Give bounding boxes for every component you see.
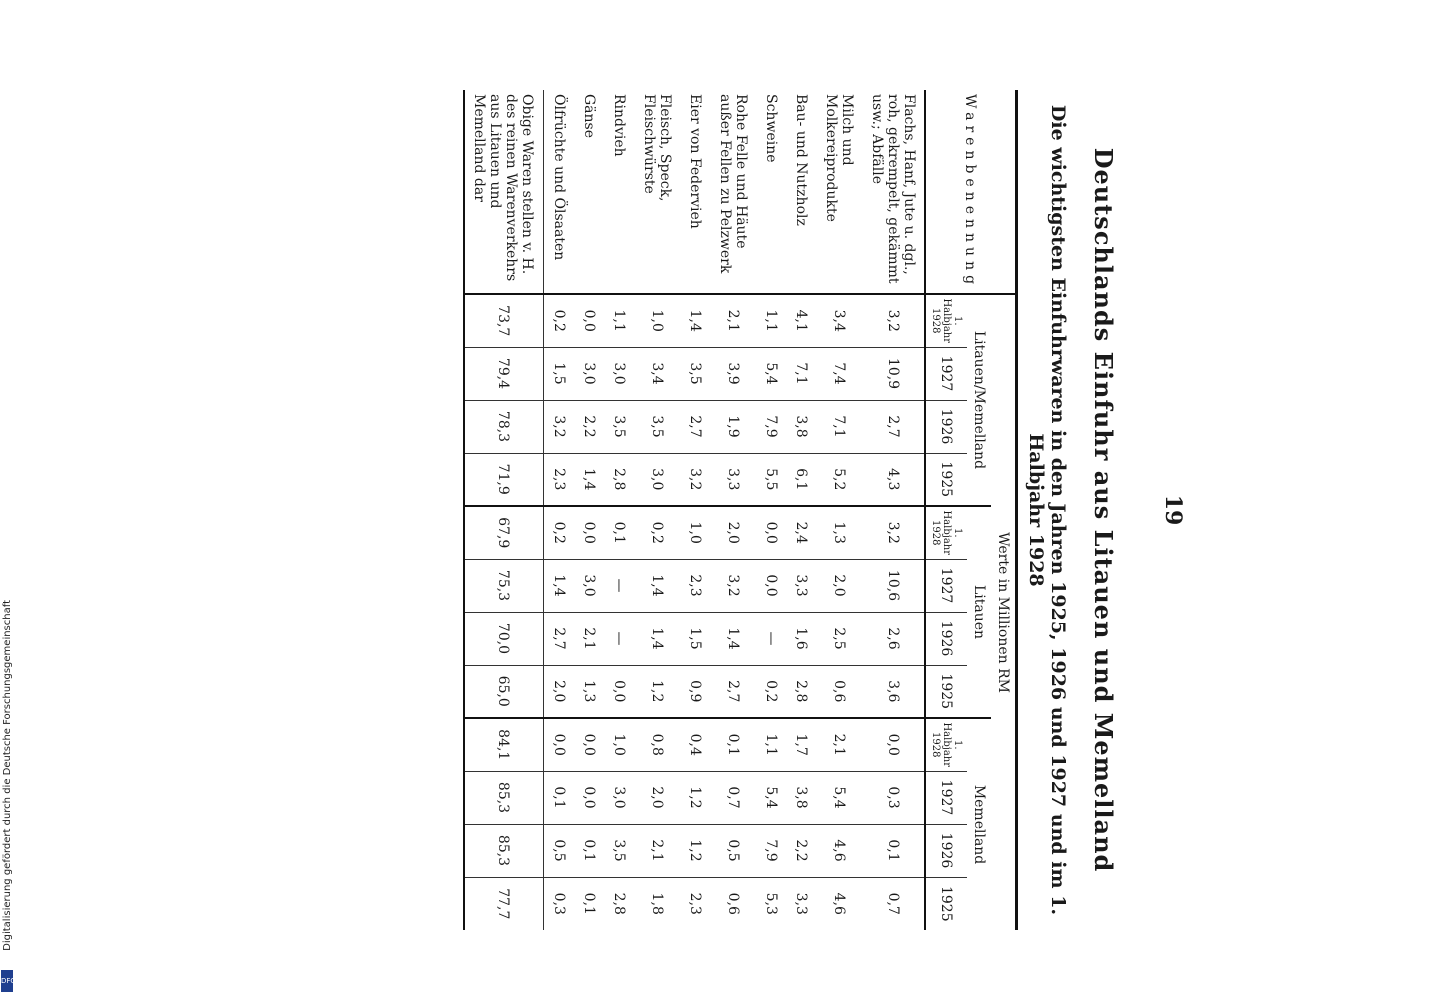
value-cell: 1,4 — [710, 612, 756, 665]
value-cell: 0,6 — [816, 665, 862, 718]
value-cell: 85,3 — [464, 771, 544, 824]
value-cell: 2,7 — [710, 665, 756, 718]
value-cell: 0,7 — [862, 877, 925, 930]
value-cell: 1,4 — [544, 559, 575, 612]
period-header: 1927 — [925, 559, 967, 612]
row-label: Rohe Felle und Häute außer Fellen zu Pelzwerk — [717, 94, 749, 274]
value-cell: 2,0 — [634, 771, 680, 824]
value-cell: 73,7 — [464, 294, 544, 347]
value-cell: 0,7 — [710, 771, 756, 824]
value-cell: 3,2 — [544, 400, 575, 453]
value-cell: 10,9 — [862, 347, 925, 400]
value-cell: 7,4 — [816, 347, 862, 400]
value-cell: 2,7 — [544, 612, 575, 665]
value-cell: 3,3 — [710, 453, 756, 506]
group-header-litauen: Litauen — [967, 506, 991, 718]
period-header: 1925 — [925, 453, 967, 506]
value-cell: 0,3 — [544, 877, 575, 930]
value-cell: 5,4 — [756, 771, 786, 824]
value-cell: 0,8 — [634, 718, 680, 771]
value-cell: 1,0 — [680, 506, 710, 559]
value-cell: 0,1 — [574, 877, 604, 930]
row-label: Milch und Molkereiprodukte — [823, 94, 855, 222]
value-cell: 5,3 — [756, 877, 786, 930]
value-cell: 4,6 — [816, 877, 862, 930]
value-cell: 3,2 — [710, 559, 756, 612]
period-header: 1927 — [925, 771, 967, 824]
period-header: 1. Halbjahr 1928 — [925, 718, 967, 771]
value-cell: 85,3 — [464, 824, 544, 877]
value-cell: 84,1 — [464, 718, 544, 771]
value-cell: 1,1 — [756, 718, 786, 771]
value-cell: 0,0 — [574, 718, 604, 771]
value-cell: 2,6 — [862, 612, 925, 665]
value-cell: 1,4 — [680, 294, 710, 347]
value-cell: 3,6 — [862, 665, 925, 718]
value-cell: 2,8 — [604, 877, 634, 930]
value-cell: 2,1 — [574, 612, 604, 665]
table-row — [756, 90, 786, 930]
value-cell: 3,0 — [574, 347, 604, 400]
value-cell: 7,9 — [756, 400, 786, 453]
row-label: Rindvieh — [611, 94, 627, 157]
group-header-memelland: Memelland — [967, 718, 991, 930]
value-cell: 0,1 — [862, 824, 925, 877]
value-cell: 5,5 — [756, 453, 786, 506]
value-cell: 1,3 — [816, 506, 862, 559]
value-cell: 2,8 — [786, 665, 816, 718]
value-cell: 1,4 — [634, 612, 680, 665]
page-title: Deutschlands Einfuhr aus Litauen und Memelland — [1089, 147, 1118, 873]
row-label: Obige Waren stellen v. H. des reinen Warenverkehrs aus Litauen und Memelland dar — [464, 90, 544, 294]
value-cell: 0,0 — [604, 665, 634, 718]
value-cell: 1,8 — [634, 877, 680, 930]
value-cell: 0,9 — [680, 665, 710, 718]
value-cell: 3,3 — [786, 877, 816, 930]
value-cell: 1,7 — [786, 718, 816, 771]
value-cell: 0,0 — [574, 294, 604, 347]
value-cell: 0,2 — [544, 506, 575, 559]
row-label: Fleisch, Speck, Fleischwürste — [641, 94, 673, 202]
value-cell: 3,4 — [634, 347, 680, 400]
value-cell: 3,8 — [786, 771, 816, 824]
value-cell: 7,9 — [756, 824, 786, 877]
value-cell: 2,7 — [862, 400, 925, 453]
value-cell: — — [604, 612, 634, 665]
value-cell: 2,3 — [680, 877, 710, 930]
value-cell: 0,0 — [574, 771, 604, 824]
value-cell: 1,0 — [634, 294, 680, 347]
value-cell: 1,2 — [634, 665, 680, 718]
value-cell: 2,3 — [680, 559, 710, 612]
value-cell: 1,3 — [574, 665, 604, 718]
value-cell: 0,1 — [604, 506, 634, 559]
value-cell: 5,2 — [816, 453, 862, 506]
value-cell: 1,6 — [786, 612, 816, 665]
period-header: 1. Halbjahr 1928 — [925, 294, 967, 347]
table-row — [680, 90, 710, 930]
value-cell: 3,9 — [710, 347, 756, 400]
value-cell: 1,2 — [680, 771, 710, 824]
table-row — [816, 90, 862, 930]
period-header: 1926 — [925, 612, 967, 665]
dfg-logo: DFG — [1, 970, 13, 992]
digitization-credit: Digitalisierung gefördert durch die Deutsche Forschungsgemeinschaft — [2, 600, 13, 951]
row-label: Ölfrüchte und Ölsaaten — [551, 94, 567, 261]
value-cell: 3,2 — [680, 453, 710, 506]
value-cell: 4,1 — [786, 294, 816, 347]
table-row — [544, 90, 575, 930]
value-cell: 3,0 — [574, 559, 604, 612]
value-cell: 2,5 — [816, 612, 862, 665]
value-cell: 3,2 — [862, 294, 925, 347]
value-cell: 3,5 — [604, 400, 634, 453]
row-label: Bau- und Nutzholz — [793, 94, 809, 226]
value-cell: 79,4 — [464, 347, 544, 400]
value-cell: 2,7 — [680, 400, 710, 453]
value-cell: 4,6 — [816, 824, 862, 877]
value-cell: 70,0 — [464, 612, 544, 665]
value-cell: 10,6 — [862, 559, 925, 612]
table-body — [464, 90, 925, 930]
value-cell: 2,1 — [816, 718, 862, 771]
value-cell: 0,2 — [634, 506, 680, 559]
page-number: 19 — [1160, 494, 1186, 526]
value-cell: 65,0 — [464, 665, 544, 718]
unit-header: Werte in Millionen RM — [991, 294, 1017, 930]
value-cell: 2,0 — [710, 506, 756, 559]
value-cell: 3,0 — [604, 347, 634, 400]
value-cell: 1,5 — [544, 347, 575, 400]
value-cell: 0,0 — [574, 506, 604, 559]
value-cell: 75,3 — [464, 559, 544, 612]
value-cell: 2,4 — [786, 506, 816, 559]
value-cell: — — [604, 559, 634, 612]
value-cell: 2,8 — [604, 453, 634, 506]
value-cell: 1,4 — [634, 559, 680, 612]
value-cell: 2,3 — [544, 453, 575, 506]
value-cell: 77,7 — [464, 877, 544, 930]
value-cell: 5,4 — [816, 771, 862, 824]
value-cell: 1,2 — [680, 824, 710, 877]
period-header: 1926 — [925, 400, 967, 453]
row-label: Gänse — [581, 94, 597, 139]
value-cell: 2,0 — [816, 559, 862, 612]
value-cell: 0,5 — [710, 824, 756, 877]
value-cell: 0,0 — [756, 559, 786, 612]
value-cell: 0,1 — [544, 771, 575, 824]
import-table-container — [463, 90, 1018, 930]
value-cell: 2,1 — [634, 824, 680, 877]
heading-block — [1025, 90, 1118, 930]
value-cell: 3,5 — [680, 347, 710, 400]
value-cell: 0,4 — [680, 718, 710, 771]
table-row — [786, 90, 816, 930]
value-cell: 71,9 — [464, 453, 544, 506]
value-cell: 0,1 — [574, 824, 604, 877]
group-header-litauen-memelland: Litauen/Memelland — [967, 294, 991, 506]
value-cell: 3,5 — [604, 824, 634, 877]
value-cell: 1,0 — [604, 718, 634, 771]
value-cell: 0,2 — [756, 665, 786, 718]
row-label: Schweine — [763, 94, 779, 163]
value-cell: 3,4 — [816, 294, 862, 347]
table-row — [862, 90, 925, 930]
table-row — [634, 90, 680, 930]
table-row — [710, 90, 756, 930]
value-cell: 2,1 — [710, 294, 756, 347]
period-header: 1927 — [925, 347, 967, 400]
value-cell: 3,0 — [604, 771, 634, 824]
period-header: 1. Halbjahr 1928 — [925, 506, 967, 559]
value-cell: 5,4 — [756, 347, 786, 400]
value-cell: 2,2 — [786, 824, 816, 877]
value-cell: 3,5 — [634, 400, 680, 453]
value-cell: 0,6 — [710, 877, 756, 930]
value-cell: 6,1 — [786, 453, 816, 506]
value-cell: — — [756, 612, 786, 665]
document-page — [0, 90, 1230, 930]
value-cell: 3,2 — [862, 506, 925, 559]
import-table — [463, 90, 1018, 930]
value-cell: 0,3 — [862, 771, 925, 824]
value-cell: 0,1 — [710, 718, 756, 771]
value-cell: 0,5 — [544, 824, 575, 877]
value-cell: 7,1 — [786, 347, 816, 400]
table-row — [574, 90, 604, 930]
table-header — [925, 90, 1017, 930]
summary-row — [464, 90, 544, 930]
row-label: Eier von Federvieh — [687, 94, 703, 229]
value-cell: 3,8 — [786, 400, 816, 453]
value-cell: 0,2 — [544, 294, 575, 347]
value-cell: 2,0 — [544, 665, 575, 718]
period-header: 1926 — [925, 824, 967, 877]
table-subtitle: Die wichtigsten Einfuhrwaren in den Jahren 1925, 1926 und 1927 und im 1. Halbjahr 1928 — [1025, 104, 1069, 916]
value-cell: 1,1 — [756, 294, 786, 347]
value-cell: 7,1 — [816, 400, 862, 453]
value-cell: 4,3 — [862, 453, 925, 506]
row-label: Flachs, Hanf, Jute u. dgl., roh, gekrempelt, gekämmt usw.; Abfälle — [869, 94, 917, 284]
value-cell: 0,0 — [544, 718, 575, 771]
value-cell: 1,9 — [710, 400, 756, 453]
value-cell: 67,9 — [464, 506, 544, 559]
value-cell: 78,3 — [464, 400, 544, 453]
value-cell: 2,2 — [574, 400, 604, 453]
value-cell: 1,5 — [680, 612, 710, 665]
value-cell: 3,3 — [786, 559, 816, 612]
value-cell: 0,0 — [862, 718, 925, 771]
table-row — [604, 90, 634, 930]
value-cell: 0,0 — [756, 506, 786, 559]
period-header: 1925 — [925, 665, 967, 718]
period-header: 1925 — [925, 877, 967, 930]
column-header-name: Warenbenennung — [962, 93, 979, 290]
value-cell: 1,4 — [574, 453, 604, 506]
value-cell: 1,1 — [604, 294, 634, 347]
value-cell: 3,0 — [634, 453, 680, 506]
